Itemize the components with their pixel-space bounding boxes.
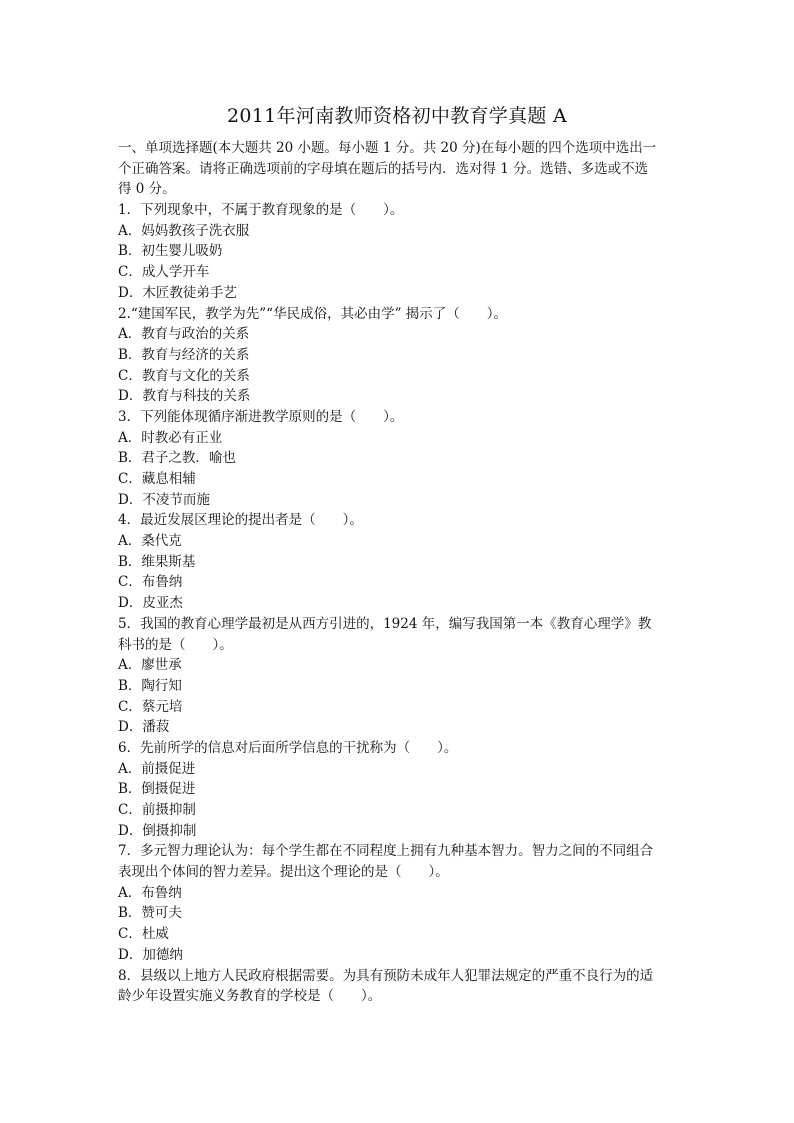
option-c: C．成人学开车 (118, 264, 210, 281)
option-c: C．蔡元培 (118, 698, 183, 715)
option-c: C．布鲁纳 (118, 574, 183, 591)
option-b: B．陶行知 (118, 677, 182, 694)
option-d: D．倒摄抑制 (118, 822, 197, 839)
option-a: A．教育与政治的关系 (118, 326, 250, 343)
option-c: C．杜威 (118, 926, 169, 943)
option-d: D．皮亚杰 (118, 595, 183, 612)
question-stem: 2.“建国军民，教学为先”“华民成俗，其必由学” 揭示了（ ）。 (118, 305, 508, 322)
instructions-line: 个正确答案。请将正确选项前的字母填在题后的括号内．选对得 1 分。选错、多选或不选 (118, 160, 649, 177)
option-c: C．藏息相辅 (118, 471, 196, 487)
question-stem: 5．我国的教育心理学最初是从西方引进的，1924 年，编写我国第一本《教育心理学》教 (118, 615, 652, 632)
question-stem: 8．县级以上地方人民政府根据需要。为具有预防未成年人犯罪法规定的严重不良行为的适 (118, 967, 654, 984)
question-7 (118, 841, 678, 965)
option-b: B．赞可夫 (118, 905, 182, 922)
question-1 (118, 200, 678, 303)
question-2 (118, 304, 678, 407)
question-stem-continued: 表现出个体间的智力差异。提出这个理论的是（ ）。 (118, 864, 449, 881)
option-a: A．前摄促进 (118, 760, 196, 777)
option-b: B．初生婴儿吸奶 (118, 243, 223, 260)
question-stem: 3．下列能体现循序渐进教学原则的是（ ）。 (118, 408, 404, 425)
option-a: A．桑代克 (118, 533, 182, 550)
option-d: D．加德纳 (118, 946, 183, 963)
question-6 (118, 738, 678, 841)
question-3 (118, 407, 678, 510)
option-d: D．教育与科技的关系 (118, 388, 251, 405)
instructions-line: 得 0 分。 (118, 181, 176, 198)
question-stem-continued: 科书的是（ ）。 (118, 636, 233, 653)
option-d: D．木匠教徒弟手艺 (118, 284, 237, 301)
page-title: 2011年河南教师资格初中教育学真题 A (226, 105, 568, 127)
option-b: B．教育与经济的关系 (118, 346, 250, 363)
option-b: B．维果斯基 (118, 553, 196, 570)
option-a: A．时教必有正业 (118, 429, 223, 446)
question-stem: 4．最近发展区理论的提出者是（ ）。 (118, 512, 363, 529)
question-5 (118, 614, 678, 738)
option-c: C．前摄抑制 (118, 802, 196, 818)
option-a: A．廖世承 (118, 657, 182, 674)
option-d: D．不凌节而施 (118, 491, 210, 508)
question-stem: 6．先前所学的信息对后面所学信息的干扰称为（ ）。 (118, 739, 458, 756)
instructions-paragraph (118, 138, 678, 200)
question-stem: 1．下列现象中，不属于教育现象的是（ ）。 (118, 202, 404, 219)
question-stem: 7．多元智力理论认为：每个学生都在不同程度上拥有九种基本智力。智力之间的不同组合 (118, 843, 654, 860)
option-c: C．教育与文化的关系 (118, 367, 250, 384)
question-stem-continued: 龄少年设置实施义务教育的学校是（ ）。 (118, 988, 382, 1005)
option-d: D．潘菽 (118, 719, 170, 736)
option-b: B．倒摄促进 (118, 781, 196, 798)
question-4 (118, 510, 678, 613)
option-a: A．妈妈教孩子洗衣服 (118, 222, 250, 239)
option-a: A．布鲁纳 (118, 884, 182, 901)
instructions-line: 一、单项选择题(本大题共 20 小题。每小题 1 分。共 20 分)在每小题的四个选项中选出一 (118, 140, 657, 156)
option-b: B．君子之教．喻也 (118, 450, 236, 467)
exam-content (118, 138, 678, 1007)
question-8 (118, 966, 678, 1007)
